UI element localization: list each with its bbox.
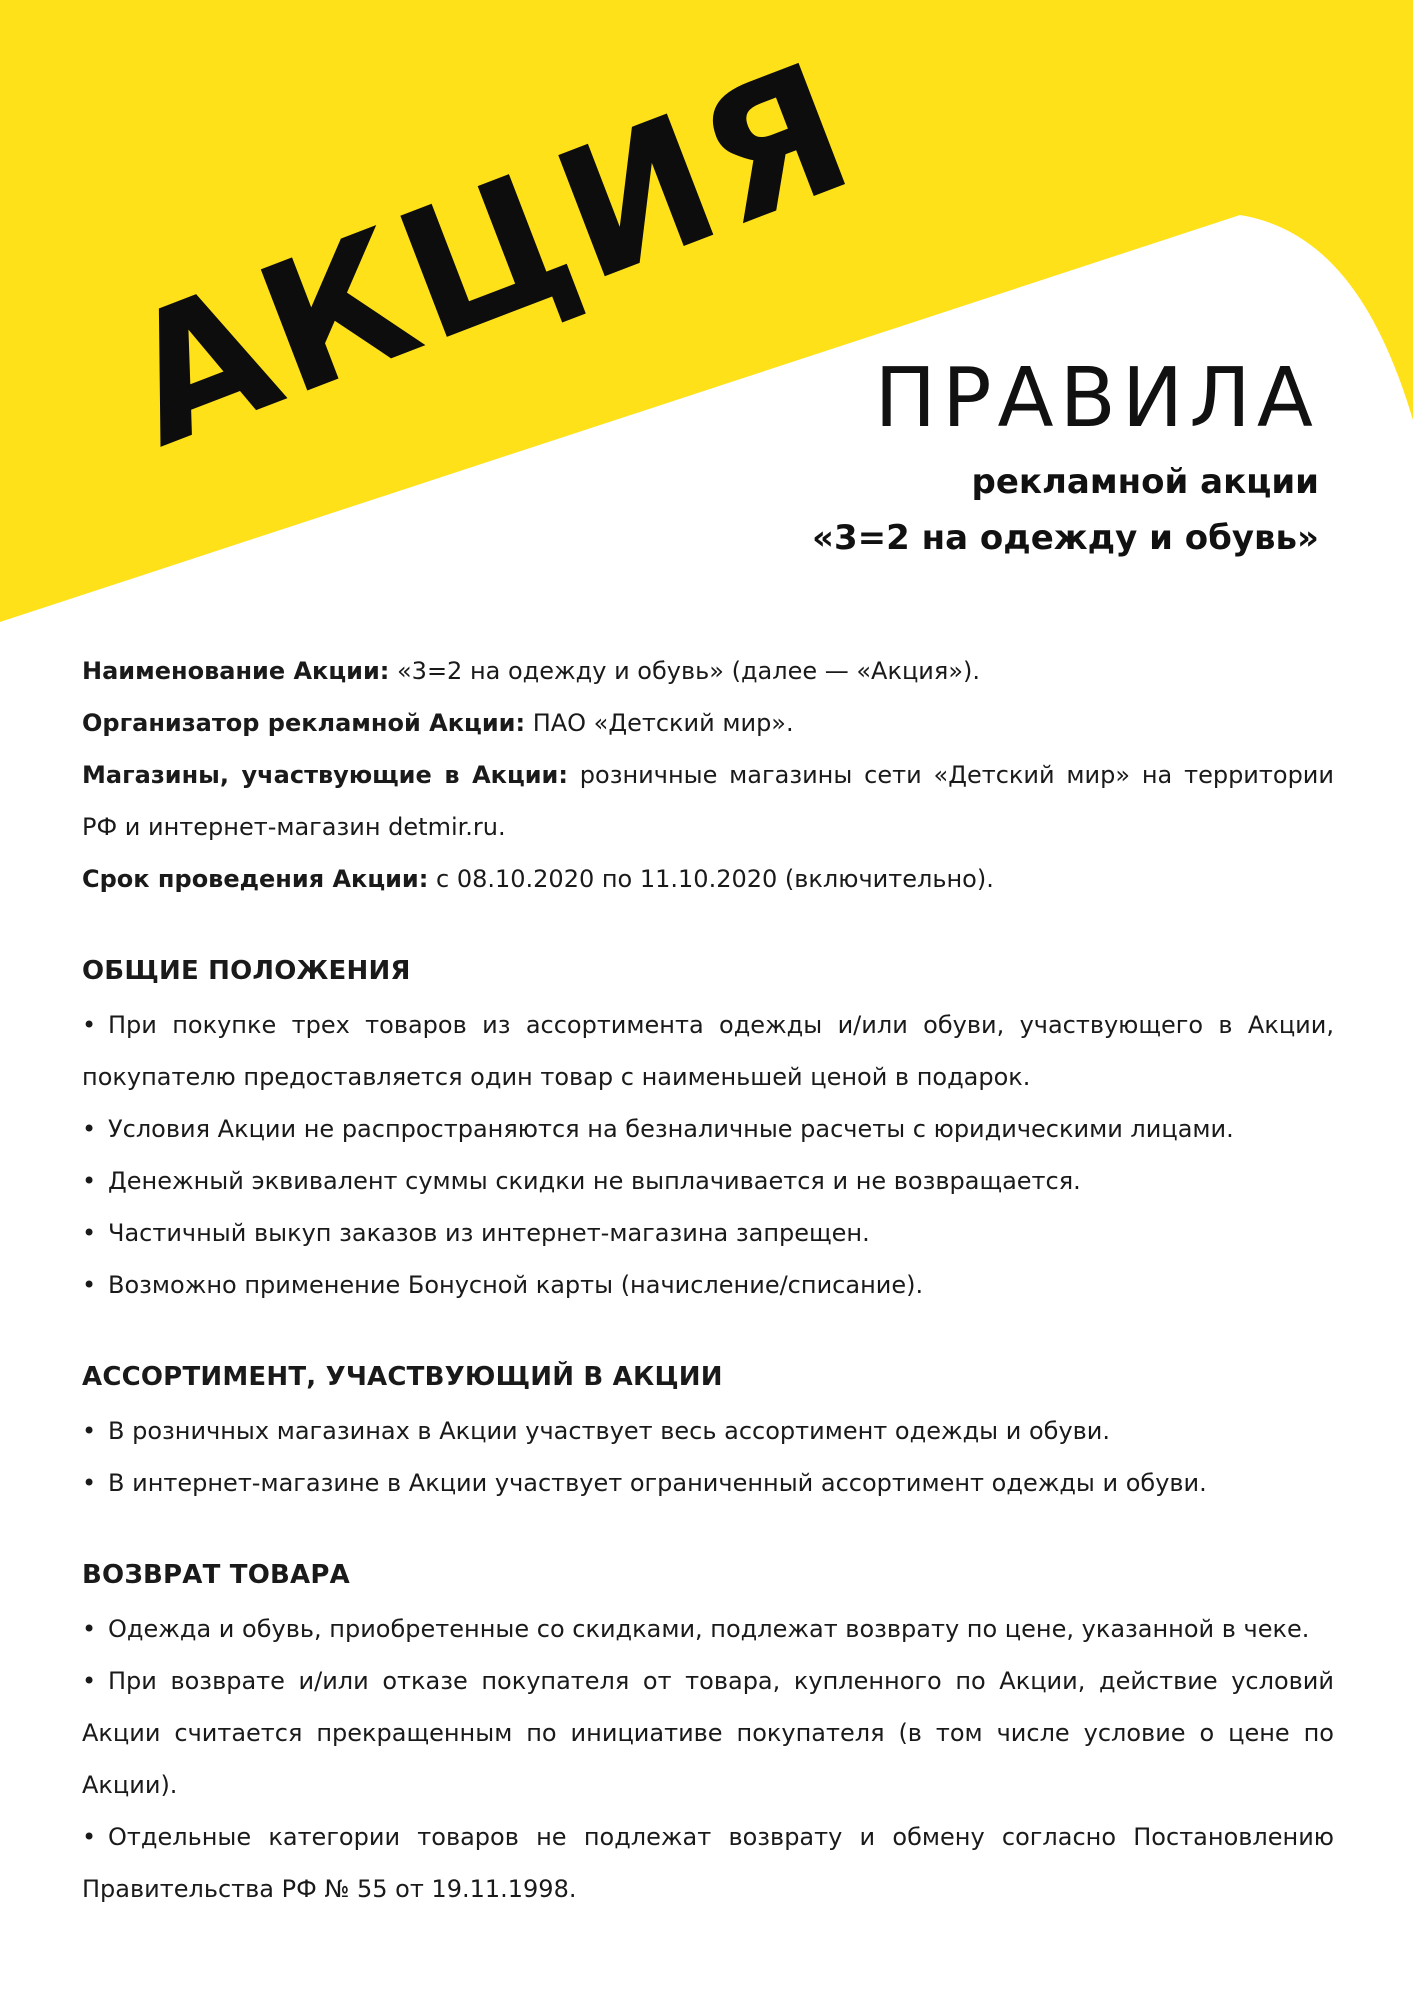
info-value: с 08.10.2020 по 11.10.2020 (включительно). <box>428 865 994 893</box>
info-value: «3=2 на одежду и обувь» (далее — «Акция»). <box>389 657 981 685</box>
section-list <box>82 1405 1334 1509</box>
list-item-text: Отдельные категории товаров не подлежат возврату и обмену согласно Постановлению Правительства РФ № 55 от 19.11.1998. <box>82 1823 1334 1903</box>
page-title: ПРАВИЛА <box>874 351 1319 446</box>
info-value: розничные магазины сети «Детский мир» на территории РФ и интернет-магазин detmir.ru. <box>82 761 1334 841</box>
list-item <box>82 1655 1334 1811</box>
info-name <box>82 645 1334 697</box>
info-organizer <box>82 697 1334 749</box>
bullet-icon: • <box>82 1271 97 1299</box>
bullet-icon: • <box>82 1417 97 1445</box>
page-subtitle-line2: «3=2 на одежду и обувь» <box>812 518 1319 558</box>
section-heading: ОБЩИЕ ПОЛОЖЕНИЯ <box>82 956 411 986</box>
list-item-text: При покупке трех товаров из ассортимента одежды и/или обуви, участвующего в Акции, покупателю предоставляется один товар с наименьшей ценой в подарок. <box>82 1011 1334 1091</box>
section-heading: ВОЗВРАТ ТОВАРА <box>82 1560 350 1590</box>
list-item-text: В интернет-магазине в Акции участвует ограниченный ассортимент одежды и обуви. <box>108 1469 1207 1497</box>
page-subtitle-line1: рекламной акции <box>971 462 1319 502</box>
list-item <box>82 1457 1334 1509</box>
info-label: Срок проведения Акции: <box>82 865 429 893</box>
list-item <box>82 1155 1334 1207</box>
section-heading: АССОРТИМЕНТ, УЧАСТВУЮЩИЙ В АКЦИИ <box>82 1362 723 1392</box>
promo-word: АКЦИЯ <box>100 22 880 487</box>
info-label: Организатор рекламной Акции: <box>82 709 526 737</box>
bullet-icon: • <box>82 1167 97 1195</box>
bullet-icon: • <box>82 1667 97 1695</box>
bullet-icon: • <box>82 1219 97 1247</box>
list-item <box>82 1207 1334 1259</box>
list-item-text: Условия Акции не распространяются на безналичные расчеты с юридическими лицами. <box>108 1115 1234 1143</box>
bullet-icon: • <box>82 1823 97 1851</box>
bullet-icon: • <box>82 1469 97 1497</box>
info-stores <box>82 749 1334 853</box>
info-value: ПАО «Детский мир». <box>525 709 794 737</box>
list-item <box>82 1811 1334 1915</box>
section-list <box>82 999 1334 1311</box>
info-label: Магазины, участвующие в Акции: <box>82 761 568 789</box>
list-item <box>82 1103 1334 1155</box>
list-item-text: При возврате и/или отказе покупателя от товара, купленного по Акции, действие условий Акции считается прекращенным по инициативе покупателя (в том числе условие о цене по Акции). <box>82 1667 1334 1799</box>
section-return <box>82 1547 1334 1915</box>
list-item <box>82 999 1334 1103</box>
section-general <box>82 943 1334 1311</box>
list-item-text: В розничных магазинах в Акции участвует весь ассортимент одежды и обуви. <box>108 1417 1111 1445</box>
section-list <box>82 1603 1334 1915</box>
list-item-text: Одежда и обувь, приобретенные со скидками, подлежат возврату по цене, указанной в чеке. <box>108 1615 1310 1643</box>
list-item-text: Денежный эквивалент суммы скидки не выплачивается и не возвращается. <box>108 1167 1081 1195</box>
info-period <box>82 853 1334 905</box>
list-item <box>82 1603 1334 1655</box>
bullet-icon: • <box>82 1115 97 1143</box>
list-item <box>82 1405 1334 1457</box>
info-label: Наименование Акции: <box>82 657 390 685</box>
list-item-text: Возможно применение Бонусной карты (начисление/списание). <box>108 1271 924 1299</box>
promo-info <box>82 645 1334 905</box>
list-item <box>82 1259 1334 1311</box>
section-assortment <box>82 1349 1334 1509</box>
bullet-icon: • <box>82 1011 97 1039</box>
title-block <box>812 351 1319 566</box>
list-item-text: Частичный выкуп заказов из интернет-магазина запрещен. <box>108 1219 870 1247</box>
rules-content <box>82 645 1334 1915</box>
bullet-icon: • <box>82 1615 97 1643</box>
